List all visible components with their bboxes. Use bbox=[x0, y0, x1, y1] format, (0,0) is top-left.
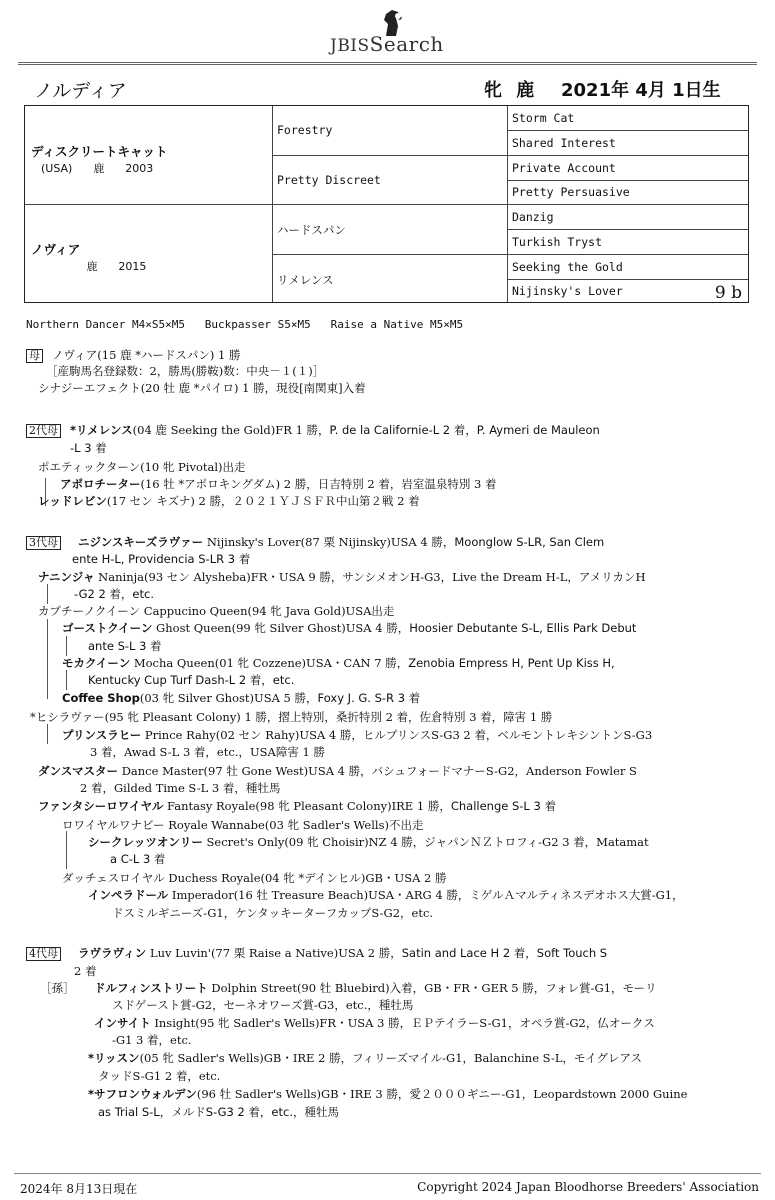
note-line bbox=[98, 1069, 220, 1083]
ped-g3-4[interactable]: Danzig bbox=[512, 210, 554, 224]
horse-name-bold[interactable]: ファンタシーロワイヤル bbox=[38, 799, 164, 813]
ped-g2-2[interactable]: ハードスパン bbox=[277, 223, 346, 237]
note-text: スドゲースト賞-G2，セーネオワーズ賞-G3，etc.，種牡馬 bbox=[112, 998, 414, 1012]
note-text: タッドS-G1 2 着，etc. bbox=[98, 1069, 221, 1083]
horse-name-bold[interactable]: ナニンジャ bbox=[38, 570, 95, 584]
note-line bbox=[78, 535, 604, 549]
ped-g3-6[interactable]: Seeking the Gold bbox=[512, 260, 623, 274]
race-text: as Trial S-L，メルドS-G3 2 着，etc.，種牡馬 bbox=[98, 1105, 339, 1119]
tree-line bbox=[47, 724, 48, 744]
note-line bbox=[38, 799, 556, 813]
sire-name: ディスクリートキャット bbox=[31, 144, 168, 159]
note-line bbox=[90, 745, 325, 759]
dosage-label: 9 b bbox=[714, 283, 742, 303]
race-text: Challenge S-L 3 着 bbox=[450, 799, 556, 813]
tree-line bbox=[47, 584, 48, 604]
ped-g3-0[interactable]: Storm Cat bbox=[512, 111, 575, 125]
tree-line bbox=[47, 619, 48, 699]
note-line bbox=[88, 1087, 687, 1101]
tree-line bbox=[66, 831, 67, 869]
race-text: -G2 2 着，etc. bbox=[74, 587, 154, 601]
dam-info: 鹿 2015 bbox=[41, 260, 147, 273]
note-text: Imperador(16 牡 Treasure Beach)USA・ARG 4 勝，ミゲルＡマルティネスデオホス大賞-G1， bbox=[168, 888, 684, 902]
note-line bbox=[62, 656, 615, 670]
ped-g2-0[interactable]: Forestry bbox=[277, 123, 333, 137]
note-text: (96 牡 Sadler's Wells)GB・IRE 3 勝，愛２０００ギニー-G1，Leopardstown 2000 Guine bbox=[196, 1087, 688, 1101]
note-text: ノヴィア(15 鹿 *ハードスパン) 1 勝 bbox=[52, 348, 241, 362]
horse-name-bold[interactable]: ダンスマスター bbox=[38, 764, 119, 778]
note-text: (04 鹿 Seeking the Gold)FR 1 勝， bbox=[132, 423, 330, 437]
note-line bbox=[98, 1105, 339, 1119]
note-line bbox=[74, 964, 96, 978]
note-line bbox=[38, 494, 420, 508]
race-text: Zenobia Empress H, Pent Up Kiss H, bbox=[408, 656, 615, 670]
ped-g2-3[interactable]: リメレンス bbox=[277, 273, 334, 287]
ped-g3-3[interactable]: Pretty Persuasive bbox=[512, 185, 630, 199]
footer-divider bbox=[14, 1173, 761, 1174]
horse-name-bold[interactable]: *リメレンス bbox=[70, 423, 133, 437]
horse-name-bold[interactable]: *リッスン bbox=[88, 1051, 140, 1065]
note-text: Dolphin Street(90 牡 Bluebird)入着，GB・FR・GER 5 勝，フォレ賞-G1，モーリ bbox=[207, 981, 657, 995]
sire-info: (USA) 鹿 2003 bbox=[41, 162, 154, 175]
dam-name: ノヴィア bbox=[31, 242, 81, 257]
note-line bbox=[110, 852, 165, 866]
note-text: 3 着，Awad S-L 3 着，etc.，USA障害 1 勝 bbox=[90, 745, 325, 759]
section-4th-dam bbox=[26, 946, 65, 961]
note-line bbox=[62, 691, 420, 705]
note-line bbox=[62, 818, 423, 832]
label-g4: 4代母 bbox=[26, 947, 61, 961]
note-line bbox=[74, 587, 154, 601]
note-line bbox=[62, 621, 636, 635]
note-text: ポエティックターン(10 牝 Pivotal)出走 bbox=[38, 460, 246, 474]
horse-name-bold[interactable]: ゴーストクイーン bbox=[62, 621, 153, 635]
ped-g3-7[interactable]: Nijinsky's Lover bbox=[512, 284, 623, 298]
logo-jbis: JBIS bbox=[330, 36, 370, 56]
label-g3: 3代母 bbox=[26, 536, 61, 550]
note-line bbox=[38, 460, 246, 474]
note-line bbox=[38, 570, 646, 584]
note-line bbox=[30, 710, 552, 724]
note-line bbox=[112, 998, 413, 1012]
birth-date: 2021年 4月 1日生 bbox=[561, 80, 721, 101]
note-text: Luv Luvin'(77 栗 Raise a Native)USA 2 勝， bbox=[146, 946, 402, 960]
label-g2: 2代母 bbox=[26, 424, 61, 438]
note-line bbox=[70, 423, 600, 437]
note-text: Prince Rahy(02 セン Rahy)USA 4 勝，ヒルプリンスS-G3 2 着，ベルモントレキシントンS-G3 bbox=[141, 728, 653, 742]
note-line bbox=[88, 1051, 642, 1065]
note-text: (16 牡 *アポロキングダム) 2 勝，日吉特別 2 着，岩室温泉特別 3 着 bbox=[140, 477, 497, 491]
note-line bbox=[38, 381, 366, 395]
horse-name-bold[interactable]: レッドレビン bbox=[38, 494, 107, 508]
note-line bbox=[80, 781, 280, 795]
note-text: ドスミルギニーズ-G1，ケンタッキーターフカップS-G2，etc. bbox=[112, 906, 434, 920]
race-text: ante S-L 3 着 bbox=[88, 639, 162, 653]
race-text: -L 3 着 bbox=[70, 441, 107, 455]
section-2nd-dam bbox=[26, 423, 65, 438]
note-line bbox=[88, 673, 294, 687]
horse-name: ノルディア bbox=[34, 80, 127, 102]
race-text: Moonglow S-LR, San Clem bbox=[454, 535, 605, 549]
note-line bbox=[60, 477, 496, 491]
ped-g3-2[interactable]: Private Account bbox=[512, 161, 616, 175]
note-text: ダッチェスロイヤル Duchess Royale(04 牝 *デインヒル)GB・USA 2 勝 bbox=[62, 871, 447, 885]
note-text: 2 着，Gilded Time S-L 3 着，種牡馬 bbox=[80, 781, 281, 795]
note-text: (03 牝 Silver Ghost)USA 5 勝， bbox=[139, 691, 318, 705]
tree-line bbox=[66, 670, 67, 690]
horse-name-bold[interactable]: ラヴラヴィン bbox=[78, 946, 147, 960]
section-dam bbox=[26, 348, 47, 363]
race-text: P. de la Californie-L 2 着，P. Aymeri de Mauleon bbox=[329, 423, 600, 437]
inbreeding-note: Northern Dancer M4×S5×M5 Buckpasser S5×M5 Raise a Native M5×M5 bbox=[26, 318, 464, 331]
label-haha: 母 bbox=[26, 349, 43, 363]
note-line bbox=[88, 888, 684, 902]
note-text: Secret's Only(09 牝 Choisir)NZ 4 勝，ジャパンＮＺトロフィ-G2 3 着，Matamat bbox=[202, 835, 649, 849]
horse-name-bold[interactable]: *サフロンウォルデン bbox=[88, 1087, 197, 1101]
race-text: Hoosier Debutante S-L, Ellis Park Debut bbox=[409, 621, 637, 635]
horse-name-bold[interactable]: モカクイーン bbox=[62, 656, 131, 670]
note-line bbox=[112, 1033, 192, 1047]
note-text: (17 セン キズナ) 2 勝，２０２１ＹＪＳＦＲ中山第２戦 2 着 bbox=[106, 494, 420, 508]
note-line bbox=[94, 1016, 655, 1030]
note-line bbox=[52, 348, 241, 362]
horse-name-bold[interactable]: アポロチーター bbox=[60, 477, 141, 491]
note-text: ［産駒馬名登録数：2，勝馬(勝鞍)数：中央－１(１)］ bbox=[46, 364, 325, 378]
note-line bbox=[38, 764, 637, 778]
note-text: Mocha Queen(01 牝 Cozzene)USA・CAN 7 勝， bbox=[130, 656, 409, 670]
note-text: ロワイヤルワナビー Royale Wannabe(03 牝 Sadler's Wells)不出走 bbox=[62, 818, 424, 832]
note-line bbox=[88, 835, 649, 849]
horse-name-bold[interactable]: ニジンスキーズラヴァー bbox=[78, 535, 204, 549]
tree-line bbox=[66, 636, 67, 656]
note-text: 2 着 bbox=[74, 964, 97, 978]
horse-name-bold[interactable]: インサイト bbox=[94, 1016, 151, 1030]
note-text: (05 牝 Sadler's Wells)GB・IRE 2 勝，フィリーズマイル-G1，Balanchine S-L，モイグレアス bbox=[139, 1051, 642, 1065]
note-line bbox=[94, 981, 657, 995]
race-text: Kentucky Cup Turf Dash-L 2 着，etc. bbox=[88, 673, 295, 687]
footer-copyright: Copyright 2024 Japan Bloodhorse Breeders' Association bbox=[417, 1180, 759, 1194]
note-text: Nijinsky's Lover(87 栗 Nijinsky)USA 4 勝， bbox=[203, 535, 455, 549]
label-grandchildren: ［孫］ bbox=[40, 981, 75, 995]
ped-g3-5[interactable]: Turkish Tryst bbox=[512, 235, 603, 249]
note-text: *ヒシラヴァー(95 牝 Pleasant Colony) 1 勝，摺上特別，桑折特別 2 着，佐倉特別 3 着，障害 1 勝 bbox=[30, 710, 553, 724]
race-text: a C-L 3 着 bbox=[110, 852, 166, 866]
note-text: シナジーエフェクト(20 牡 鹿 *パイロ) 1 勝，現役[南関東]入着 bbox=[38, 381, 366, 395]
sex-color: 牝 鹿 bbox=[484, 80, 539, 101]
note-text: カプチーノクイーン Cappucino Queen(94 牝 Java Gold)USA出走 bbox=[38, 604, 395, 618]
horse-name-bold[interactable]: Coffee Shop bbox=[62, 691, 140, 705]
horse-name-bold[interactable]: インペラドール bbox=[88, 888, 169, 902]
race-text: ente H-L, Providencia S-LR 3 着 bbox=[72, 552, 251, 566]
section-3rd-dam bbox=[26, 535, 65, 550]
note-text: Dance Master(97 牡 Gone West)USA 4 勝，バシュフォードマナーS-G2，Anderson Fowler S bbox=[118, 764, 637, 778]
note-line bbox=[78, 946, 607, 960]
footer-date: 2024年 8月13日現在 bbox=[20, 1182, 138, 1196]
note-line bbox=[112, 906, 433, 920]
ped-g3-1[interactable]: Shared Interest bbox=[512, 136, 616, 150]
note-text: Insight(95 牝 Sadler's Wells)FR・USA 3 勝，ＥＰテイラーS-G1，オペラ賞-G2，仏オークス bbox=[150, 1016, 655, 1030]
note-line bbox=[70, 441, 107, 455]
ped-g2-1[interactable]: Pretty Discreet bbox=[277, 173, 381, 187]
race-text: Satin and Lace H 2 着，Soft Touch S bbox=[401, 946, 608, 960]
race-text: Foxy J. G. S-R 3 着 bbox=[317, 691, 421, 705]
logo-search: Search bbox=[369, 32, 444, 56]
note-text: -G1 3 着，etc. bbox=[112, 1033, 192, 1047]
note-text: Ghost Queen(99 牝 Silver Ghost)USA 4 勝， bbox=[152, 621, 410, 635]
note-line bbox=[62, 871, 447, 885]
horse-name-bold[interactable]: ドルフィンストリート bbox=[94, 981, 208, 995]
note-line bbox=[72, 552, 250, 566]
note-line bbox=[46, 364, 324, 378]
note-line bbox=[62, 728, 652, 742]
note-text: Fantasy Royale(98 牝 Pleasant Colony)IRE 1 勝， bbox=[163, 799, 451, 813]
note-line bbox=[38, 604, 394, 618]
note-text: Naninja(93 セン Alysheba)FR・USA 9 勝，サンシメオンH-G3，Live the Dream H-L，アメリカンH bbox=[94, 570, 646, 584]
horse-name-bold[interactable]: シークレッツオンリー bbox=[88, 835, 203, 849]
note-line bbox=[88, 639, 162, 653]
horse-name-bold[interactable]: プリンスラヒー bbox=[62, 728, 142, 742]
